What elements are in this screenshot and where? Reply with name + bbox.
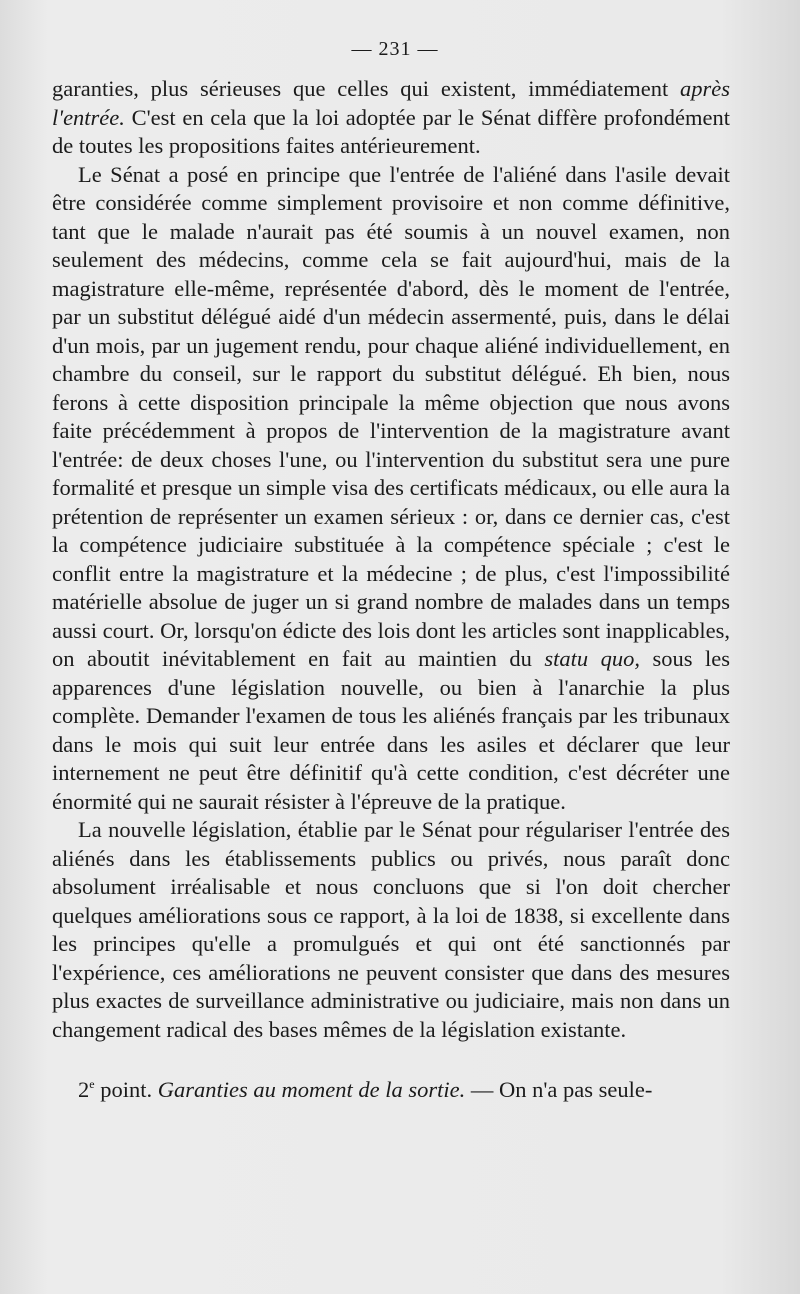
section-gap	[52, 1044, 730, 1076]
paragraph-2-text-end: sous les apparences d'une législation nouvelle, ou bien à l'anarchie la plus complète. Demander l'examen de tous les aliénés français par les tribunaux dans le mois qui suit leur entrée dans les asiles et déclarer que leur internement ne peut être définitif qu'à cette condition, c'est décréter une énormité qui ne saurait résister à l'épreuve de la pratique.	[52, 646, 730, 814]
book-page	[52, 38, 730, 1105]
paragraph-2	[52, 161, 730, 817]
section-2-heading	[52, 1076, 730, 1105]
paragraph-1-text-start: garanties, plus sérieuses que celles qui existent, immédiatement	[52, 76, 680, 101]
section-2-text: — On n'a pas seule-	[465, 1077, 653, 1102]
section-2-number: 2	[78, 1077, 90, 1102]
paragraph-2-italic: statu quo,	[544, 646, 640, 671]
paragraph-2-text-start: Le Sénat a posé en principe que l'entrée de l'aliéné dans l'asile devait être considérée comme simplement provisoire et non comme définitive, tant que le malade n'aurait pas été soumis à un nouvel examen, non seulement des médecins, comme cela se fait aujourd'hui, mais de la magistrature elle-même, représentée d'abord, dès le moment de l'entrée, par un substitut délégué aidé d'un médecin assermenté, puis, dans le délai d'un mois, par un jugement rendu, pour chaque aliéné individuellement, en chambre du conseil, sur le rapport du substitut délégué. Eh bien, nous ferons à cette disposition principale la même objection que nous avons faite précédemment à propos de l'intervention de la magistrature avant l'entrée: de deux choses l'une, ou l'intervention du substitut sera une pure formalité et presque un simple visa des certificats médicaux, ou elle aura la prétention de représenter un examen sérieux : or, dans ce dernier cas, c'est la compétence judiciaire substituée à la compétence spéciale ; c'est le conflit entre la magistrature et la médecine ; de plus, c'est l'impossibilité matérielle absolue de juger un si grand nombre de malades dans un temps aussi court. Or, lorsqu'on édicte des lois dont les articles sont inapplicables, on aboutit inévitablement en fait au maintien du	[52, 161, 731, 671]
section-2-label: point.	[94, 1077, 158, 1102]
paragraph-3: La nouvelle législation, établie par le Sénat pour régulariser l'entrée des aliénés dans les établissements publics ou privés, nous paraît donc absolument irréalisable et nous concluons que si l'on doit chercher quelques améliorations sous ce rapport, à la loi de 1838, si excellente dans les principes qu'elle a promulgués et qui ont été sanctionnés par l'expérience, ces améliorations ne peuvent consister que dans des mesures plus exactes de surveillance administrative ou judiciaire, mais non dans un changement radical des bases mêmes de la législation existante.	[52, 817, 730, 1042]
page-number: — 231 —	[351, 38, 439, 60]
paragraph-1-text-end: C'est en cela que la loi adoptée par le Sénat diffère profondément de toutes les propositions faites antérieurement.	[52, 104, 730, 158]
section-2-superscript: e	[89, 1077, 95, 1091]
paragraph-1-italic: après l'entrée.	[52, 76, 730, 130]
paragraph-1	[52, 75, 730, 161]
section-2-title: Garanties au moment de la sortie.	[157, 1077, 466, 1102]
